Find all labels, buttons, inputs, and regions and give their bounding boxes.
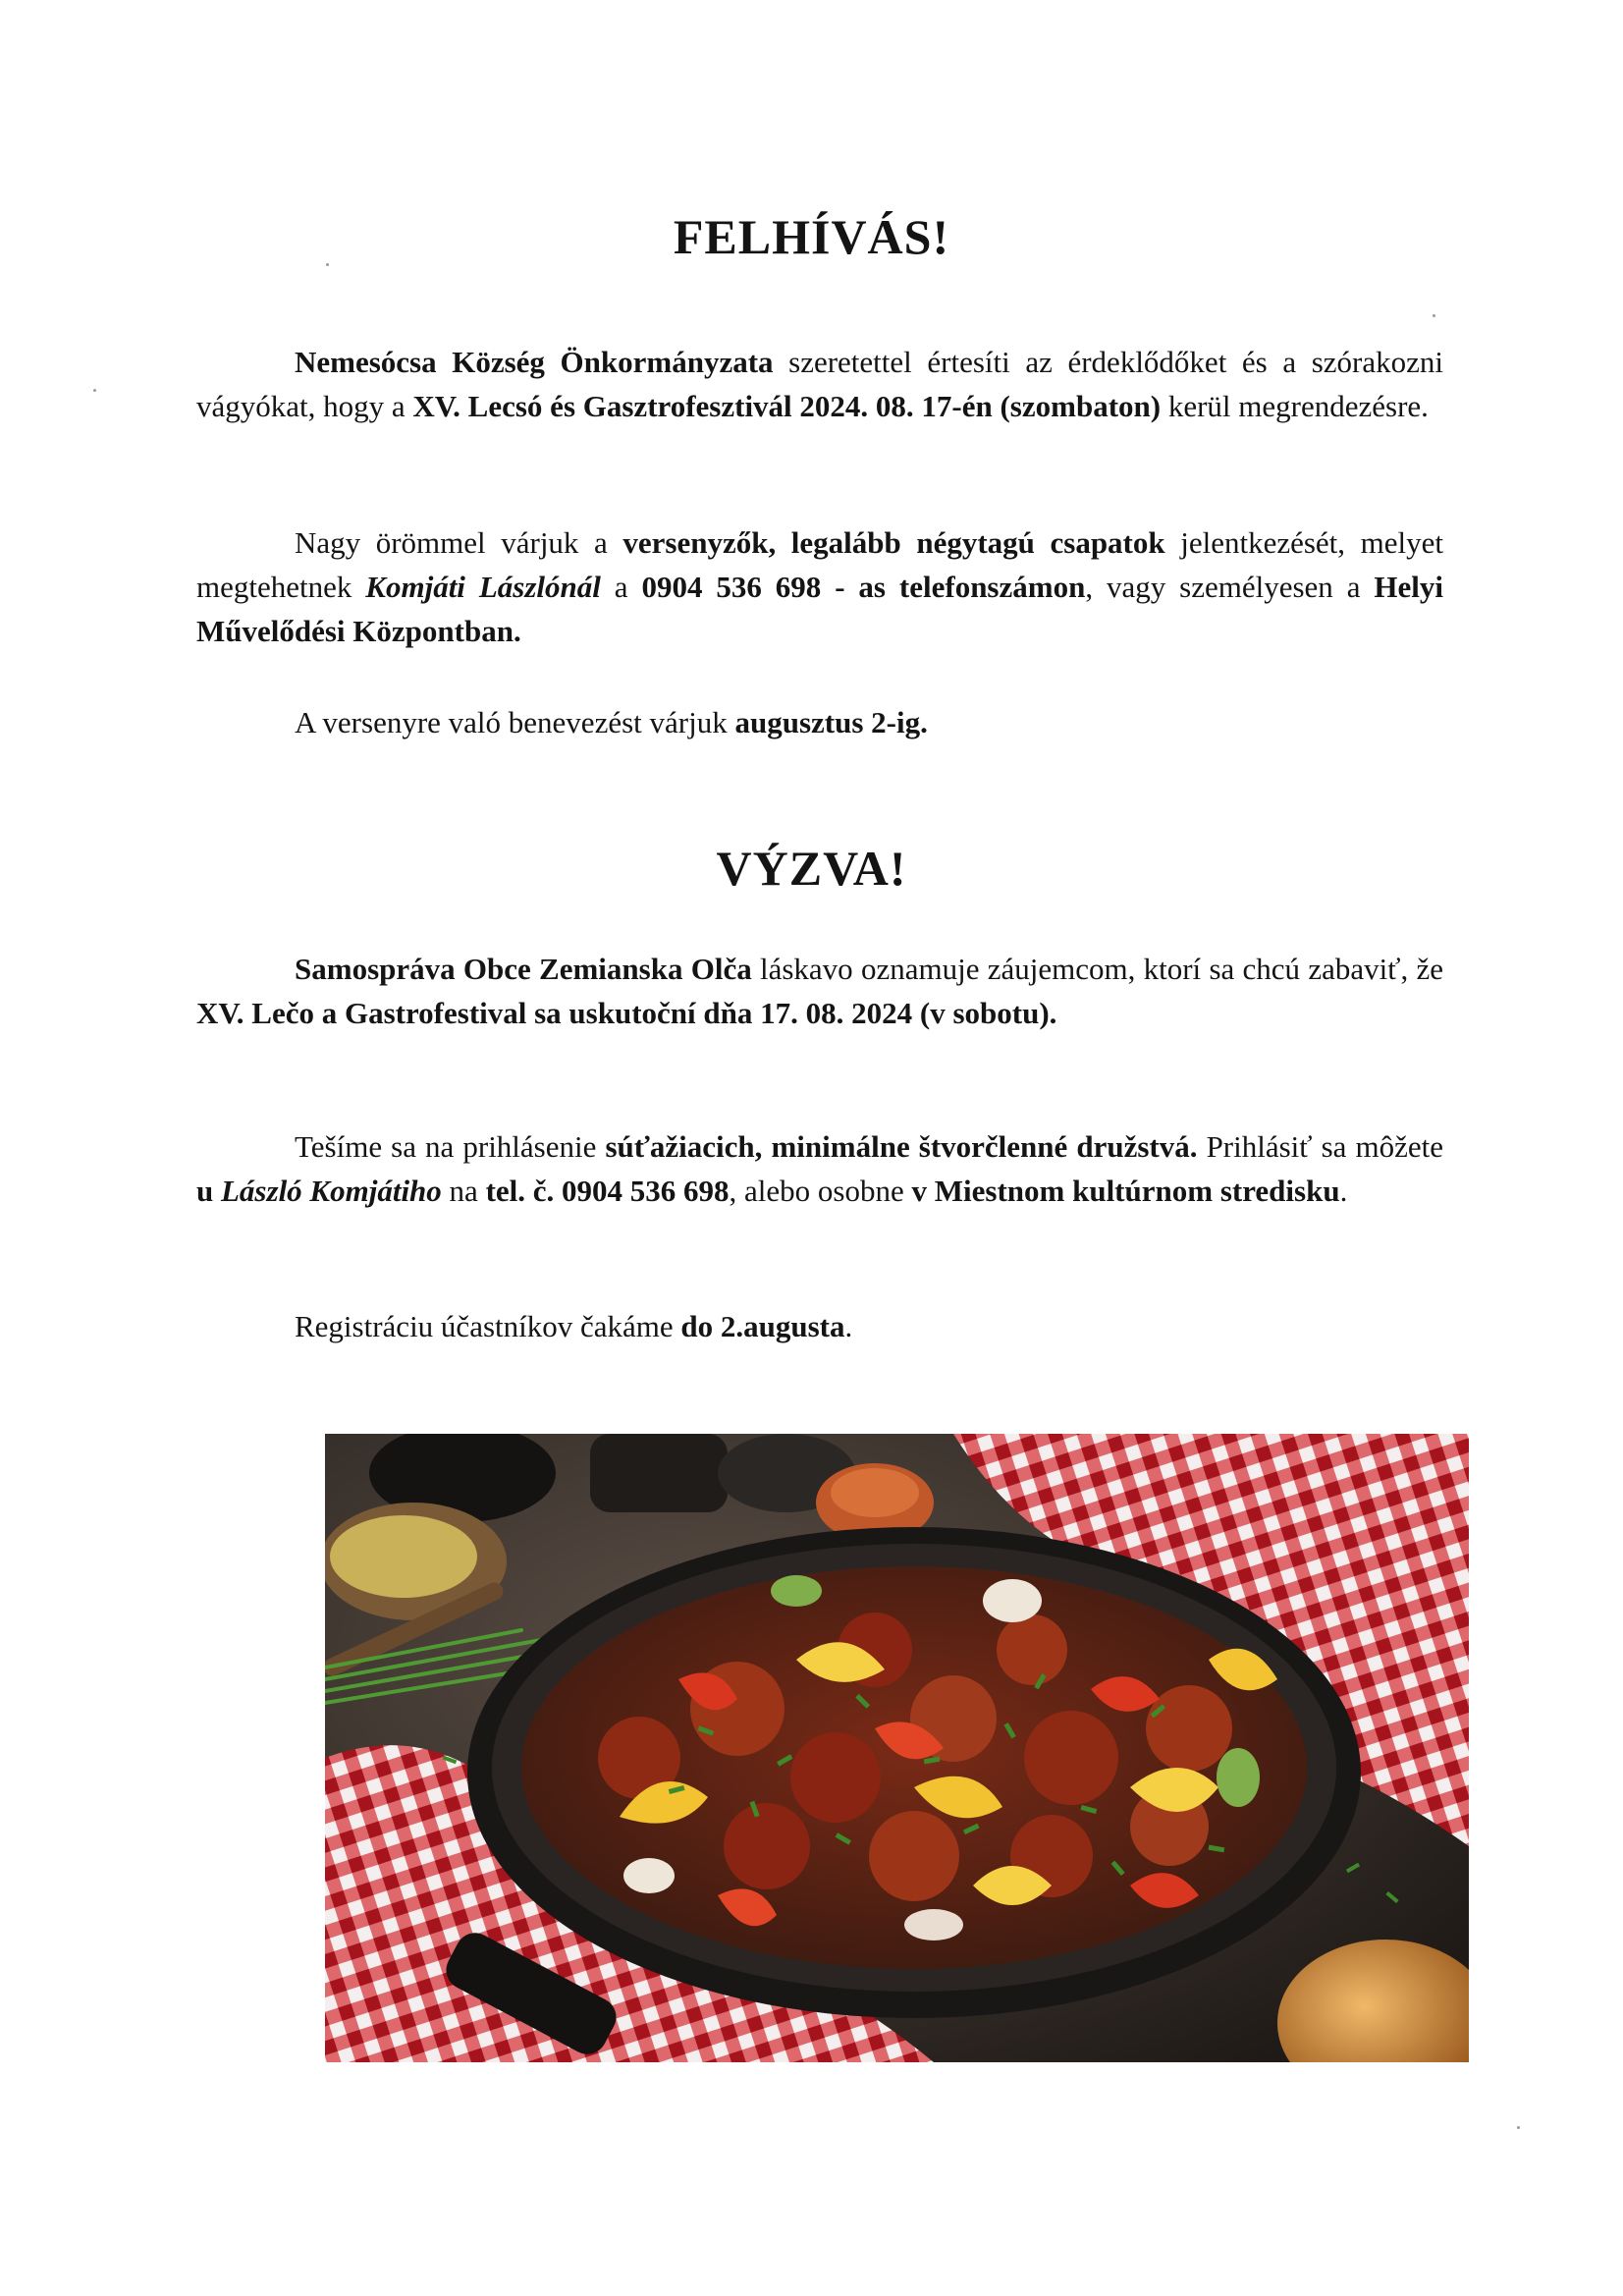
organizer-name-sk: Samospráva Obce Zemianska Olča xyxy=(295,952,752,986)
organizer-name-hu: Nemesócsa Község Önkormányzata xyxy=(295,345,774,379)
slovak-paragraph-registration: Tešíme sa na prihlásenie súťažiacich, minimálne štvorčlenné družstvá. Prihlásiť sa môžete u László Komjátiho na tel. č. 0904 536 698, alebo osobne v Miestnom kultúrnom stredisku. xyxy=(196,1129,1444,1208)
festival-date-hu: XV. Lecsó és Gasztrofesztivál 2024. 08. 17-én (szombaton) xyxy=(412,389,1162,423)
deadline-sk: do 2.augusta xyxy=(680,1309,845,1343)
hungarian-paragraph-deadline: A versenyre való benevezést várjuk augusztus 2-ig. xyxy=(295,705,928,739)
deadline-hu: augusztus 2-ig. xyxy=(734,705,928,739)
leco-skillet-photo xyxy=(325,1434,1469,2062)
scan-speck xyxy=(1433,314,1435,317)
venue-hu: Helyi Művelődési Központban. xyxy=(196,570,1444,648)
slovak-paragraph-intro: Samospráva Obce Zemianska Olča láskavo oznamuje záujemcom, ktorí sa chcú zabaviť, že XV. Lečo a Gastrofestival sa uskutoční dňa 17. 08. 2024 (v sobotu). xyxy=(196,952,1443,1030)
venue-sk: v Miestnom kultúrnom stredisku xyxy=(911,1174,1340,1208)
hungarian-heading: FELHÍVÁS! xyxy=(673,209,950,264)
hungarian-paragraph-registration: Nagy örömmel várjuk a versenyzők, legalább négytagú csapatok jelentkezését, melyet megtehetnek Komjáti Lászlónál a 0904 536 698 - as telefonszámon, vagy személyesen a Helyi Művelődési Központban. xyxy=(196,525,1444,648)
festival-date-sk: XV. Lečo a Gastrofestival sa uskutoční dňa 17. 08. 2024 (v sobotu). xyxy=(196,996,1057,1030)
phone-number-hu: 0904 536 698 - as telefonszámon xyxy=(641,570,1086,604)
scan-speck xyxy=(1517,2126,1520,2129)
contact-person-sk: László Komjátiho xyxy=(221,1174,442,1208)
contact-person-hu: Komjáti Lászlónál xyxy=(365,570,601,604)
hungarian-paragraph-intro: Nemesócsa Község Önkormányzata szeretettel értesíti az érdeklődőket és a szórakozni vágyókat, hogy a XV. Lecsó és Gasztrofesztivál 2024. 08. 17-én (szombaton) kerül megrendezésre. xyxy=(196,345,1443,423)
scan-speck xyxy=(326,263,329,266)
scan-speck xyxy=(93,389,96,392)
slovak-paragraph-deadline: Registráciu účastníkov čakáme do 2.augusta. xyxy=(295,1309,853,1343)
slovak-heading: VÝZVA! xyxy=(716,841,907,896)
phone-number-sk: tel. č. 0904 536 698 xyxy=(485,1174,730,1208)
